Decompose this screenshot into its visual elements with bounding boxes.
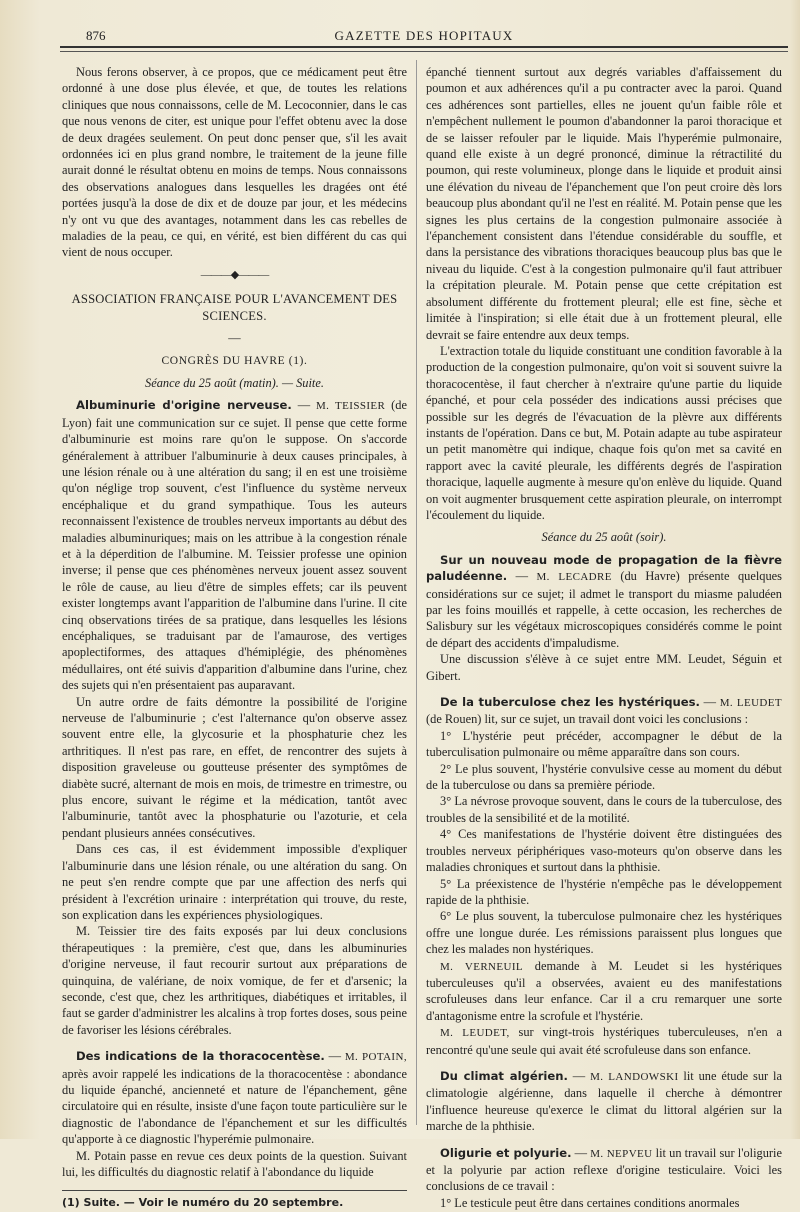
footnote: (1) Suite. — Voir le numéro du 20 septembre. (62, 1196, 344, 1210)
conclusion-item: 5° La préexistence de l'hystérie n'empêche pas le développement rapide de la phthisie. (426, 876, 782, 907)
section-ornament: ———◆——— (200, 268, 269, 281)
albuminurie-paragraph: Albuminurie d'origine nerveuse. — M. TEISSIER (de Lyon) fait une communication sur ce sujet. Il pense que cette forme d'albuminurie est moins rare qu'on le suppose. On s'accorde généralement à attribuer l'albuminurie à deux causes principales, à une lésion rénale ou à une altération du sang; il en est une troisième qu'on néglige trop souvent, c'est l'influence du système nerveux encéphalique et du grand sympathique. Tous les auteurs reconnaissent l'existence de troubles nerveux importants au début des maladies albuminuriques; mais on les attribue à la congestion rénale et à la déperdition de l'albumine. M. Teissier professe une opinion inverse; il pense que ces phénomènes nerveux jouent assez souvent le rôle de cause, au lieu d'être de simples effets; car ils peuvent exister longtemps avant l'apparition de l'albumine dans l'urine. Il cite cinq observations tirées de sa pratique, dans lesquelles les lésions encéphaliques, se traduisant par de l'amaurose, des vertiges apoplectiformes, des attaques d'hémiplégie, des phénomènes médullaires, ont été suivis d'apparition d'albumine dans l'urine, chez des sujets qui n'en présentaient pas auparavant. (62, 398, 407, 693)
conclusion-item: 4° Ces manifestations de l'hystérie doivent être distinguées des troubles nerveux périphériques vaso-moteurs qu'on observe dans les maladies chroniques et surtout dans la phthisie. (426, 827, 782, 875)
oligurie-paragraph: Oligurie et polyurie. — M. NEPVEU lit un travail sur l'oligurie et la polyurie par action reflexe d'origine testiculaire. Voici les conclusions de ce travail : (426, 1145, 782, 1194)
paragraph: Dans ces cas, il est évidemment impossible d'expliquer l'albuminurie dans une lésion rénale, ou une altération du sang. On ne peut s'en rendre compte que par une affection des nerfs qui président à l'excrétion urinaire : interprétation qui trouve, du reste, son explication dans les expériences physiologiques. (62, 842, 407, 922)
conclusion-item: 2° Le plus souvent, l'hystérie convulsive cesse au moment du début de la tuberculose ou dans sa première période. (426, 761, 782, 793)
header-rule (60, 46, 788, 48)
seance-heading: Séance du 25 août (soir). (541, 530, 667, 545)
conclusion-item: 1° Le testicule peut être dans certaines conditions anormales (440, 1195, 740, 1210)
conclusion-item: 1° L'hystérie peut précéder, accompagner le début de la tuberculisation pulmonaire ou même apparaître dans son cours. (426, 728, 782, 760)
tuberculose-paragraph: De la tuberculose chez les hystériques. — M. LEUDET (de Rouen) lit, sur ce sujet, un travail dont voici les conclusions : (426, 695, 782, 727)
congres-heading: CONGRÈS DU HAVRE (1). (161, 354, 308, 367)
article-title: Du climat algérien. (440, 1068, 568, 1083)
thoracocentese-paragraph: Des indications de la thoracocentèse. — M. POTAIN, après avoir rappelé les indications de la thoracocentèse : abondance du liquide épanché, ancienneté et nature de l'épanchement, gêne circulatoire qui en résulte, insiste d'une façon toute particulière sur le diagnostic de l'abondance de l'épanchement et sur les difficultés qu'apporte à ce diagnostic l'hyperémie pulmonaire. (62, 1049, 407, 1147)
left-column (62, 64, 407, 1212)
author-name: M. LANDOWSKI (590, 1070, 679, 1083)
conclusion-item: 3° La névrose provoque souvent, dans le cours de la tuberculose, des troubles de la sensibilité et de la motilité. (426, 794, 782, 825)
leudet-paragraph: M. LEUDET, sur vingt-trois hystériques tuberculeuses, n'en a rencontré qu'une seule qui avait été scrofuleuse dans son enfance. (426, 1025, 782, 1057)
climat-paragraph: Du climat algérien. — M. LANDOWSKI lit une étude sur la climatologie algérienne, dans laquelle il cherche à démontrer l'influence heureuse qu'exerce le climat du littoral algérien sur la marche de la phthisie. (426, 1068, 782, 1134)
paragraph: Un autre ordre de faits démontre la possibilité de l'origine nerveuse de l'albuminurie ; c'est l'alternance qu'on observe assez souvent entre elle, la glycosurie et la phosphaturie chez les arthritiques. Il n'est pas rare, en effet, de rencontrer des sujets à disposition graveleuse ou goutteuse présenter des symptômes de diabète sucré, alternant de mois en mois, de trimestre en trimestre, ou plus encore, suivant le régime et la médication, tantôt avec l'albuminurie, tantôt avec la phosphaturie ou l'azoturie, et cela pendant plusieurs années consécutives. (62, 694, 407, 840)
paragraph: L'extraction totale du liquide constituant une condition favorable à la production de la congestion pulmonaire, qu'on voit si souvent suivre la thoracocentèse, il faut chercher à n'extraire qu'une partie du liquide épanché, et pour cela posséder des indications aussi précises que possible sur les degrés de l'évacuation de la plèvre aux différents instants de l'opération. Dans ce but, M. Potain adapte au tube aspirateur un petit manomètre qui indique, chaque fois qu'on met sa cavité en rapport avec la cavité pleurale, les différents degrés de l'aspiration thoracique, laquelle augmente à mesure qu'on enlève du liquide. Quand on voit augmenter brusquement cette aspiration pleurale, on interrompt l'écoulement du liquide. (426, 343, 782, 522)
footnote-rule (62, 1190, 407, 1191)
paragraph: M. Teissier tire des faits exposés par lui deux conclusions thérapeutiques : la première, c'est que, dans les albuminuries d'origine nerveuse, il faut recourir surtout aux préparations de quinquina, de valériane, de noix vomique, de fer et d'arsenic; la seconde, c'est que, chez les arthritiques, diabétiques et irritables, il faut se garder d'administrer les alcalins à trop fortes doses, sous peine de favoriser les lésions cérébrales. (62, 924, 407, 1037)
author-name: M. NEPVEU (590, 1147, 653, 1160)
author-name: M. LEUDET, (440, 1027, 510, 1040)
page-number: 876 (86, 28, 106, 43)
paragraph: Une discussion s'élève à ce sujet entre MM. Leudet, Séguin et Gibert. (426, 652, 782, 683)
header-rule-thin (60, 51, 788, 52)
author-name: M. POTAIN, (344, 1051, 407, 1064)
paludeenne-paragraph: Sur un nouveau mode de propagation de la fièvre paludéenne. — M. LECADRE (du Havre) présente quelques considérations sur ce sujet; il admet le transport du miasme paludéen par les foins mouillés et rappelle, à cette occasion, les recherches de Salisbury sur les végétaux microscopiques considérés comme le point de départ des accidents d'impaludisme. (426, 552, 783, 650)
heading-dash: — (228, 331, 241, 346)
intro-paragraph: Nous ferons observer, à ce propos, que ce médicament peut être ordonné à une dose plus élevée, et que, de toutes les relations cliniques que nous connaissons, celle de M. Lecoconnier, dans le cas que nous venons de citer, est unique pour l'effet obtenu avec la dose de deux dragées seulement. On peut donc penser que, s'il les avait ordonnées ici en plus grand nombre, le traitement de la jeune fille aurait donné le résultat obtenu en moins de temps. Nous connaissons des observations analogues dans lesquelles les dragées ont été portées jusqu'à la dose de dix et de douze par jour, et les médecins n'y ont vu que des avantages, notamment dans les cas rebelles de maladies de la peau, ce qui, en vérité, est bien différent du cas qui vient de nous occuper. (62, 65, 407, 260)
page-header (60, 26, 788, 48)
article-title: Des indications de la thoracocentèse. (76, 1049, 325, 1064)
paragraph: M. Potain passe en revue ces deux points de la question. Suivant lui, les difficultés du diagnostic relatif à l'abondance du liquide (62, 1148, 407, 1179)
author-name: M. LECADRE (536, 571, 612, 584)
seance-heading: Séance du 25 août (matin). — Suite. (145, 375, 324, 390)
article-title: Albuminurie d'origine nerveuse. (76, 398, 292, 413)
author-name: M. TEISSIER (315, 400, 386, 413)
column-separator (416, 60, 417, 1125)
journal-title: GAZETTE DES HOPITAUX (334, 28, 514, 43)
right-column (426, 64, 782, 1211)
article-title: De la tuberculose chez les hystériques. (440, 695, 700, 710)
conclusion-item: 6° Le plus souvent, la tuberculose pulmonaire chez les hystériques offre une longue durée. Les rémissions paraissent plus longues que chez les malades non hystériques. (426, 909, 782, 957)
article-title: Oligurie et polyurie. (440, 1145, 572, 1160)
paragraph: épanché tiennent surtout aux degrés variables d'affaissement du poumon et aux adhérences qu'il a pu contracter avec la paroi. Quand ces adhérences sont partielles, elles ne jouent qu'un faible rôle et n'empêchent nullement le poumon d'abandonner la paroi thoracique et de se laisser refouler par le liquide. Mais l'hyperémie pulmonaire, quand elle existe à un degré prononcé, diminue la rétractilité du poumon, qui reste volumineux, plonge dans le liquide et produit ainsi une élévation du niveau de l'épanchement que l'on peut croire dès lors beaucoup plus abondant qu'il ne l'est en réalité. M. Potain pense que les signes les plus certains de la congestion pulmonaire associée à l'épanchement consistent dans l'étendue considérable du souffle, et dans la persistance des vibrations thoraciques beaucoup plus bas que le niveau du liquide. C'est à la congestion pulmonaire qu'il faut attribuer la crépitation pleurale. M. Potain pense que cette crépitation est absolument différente du frottement pleural; elle est fine, sèche et limitée à l'inspiration; si elle était due à un frottement pleural, elle devrait se faire entendre aux deux temps. (426, 65, 782, 342)
association-heading: ASSOCIATION FRANÇAISE POUR L'AVANCEMENT DES SCIENCES. (71, 292, 398, 323)
author-name: M. VERNEUIL (440, 960, 524, 973)
verneuil-paragraph: M. VERNEUIL demande à M. Leudet si les hystériques tuberculeuses qu'il a observées, avaient eu des manifestations scrofuleuses dans leur enfance. Car il a cru remarquer une sorte d'antagonisme entre la scrofule et l'hystérie. (426, 958, 782, 1023)
article-title: Sur un nouveau mode de propagation de la fièvre paludéenne. (426, 552, 782, 584)
author-name: M. LEUDET (719, 697, 782, 710)
